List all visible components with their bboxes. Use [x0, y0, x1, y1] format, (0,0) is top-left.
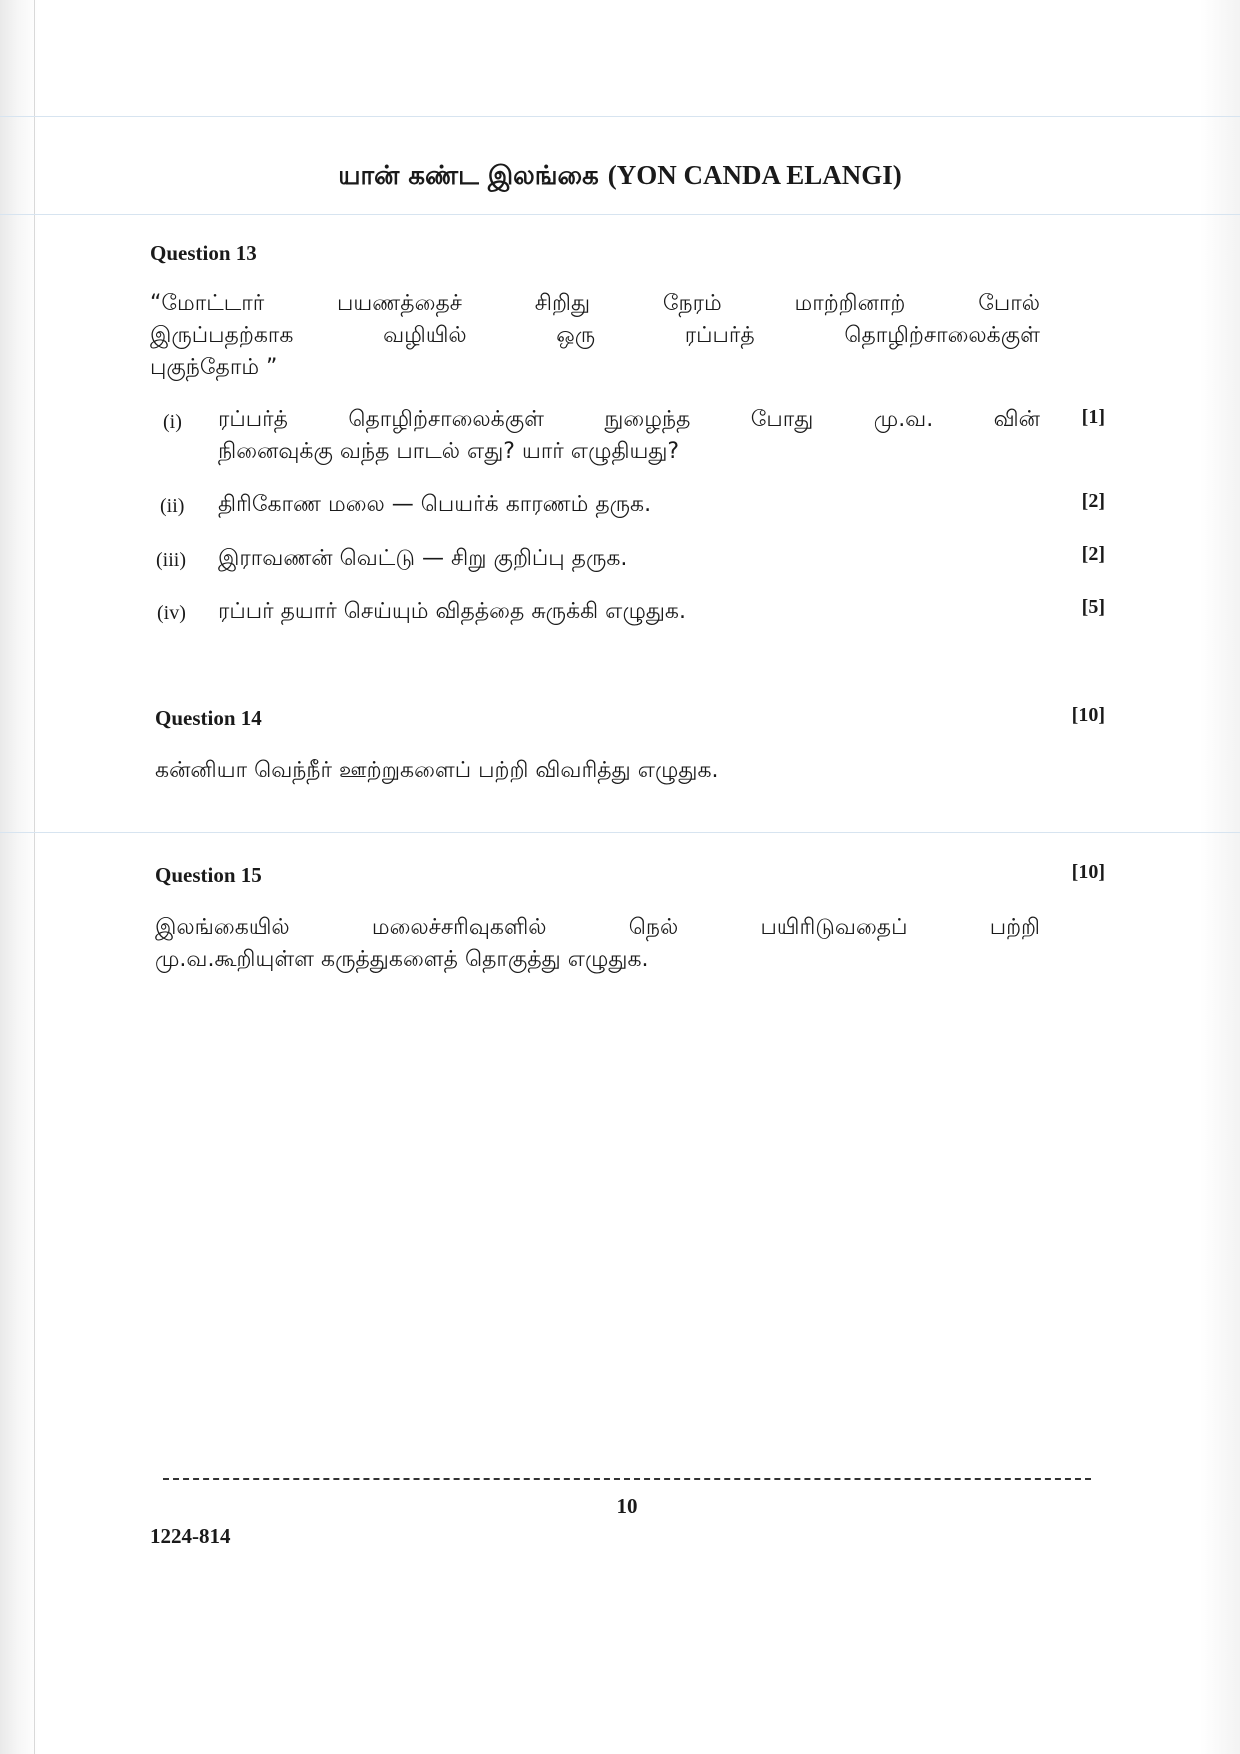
passage-line-2: இருப்பதற்காக வழியில் ஒரு ரப்பர்த் தொழிற்சாலைக்குள்: [150, 323, 1040, 348]
section-title-tamil: யான் கண்ட இலங்கை: [338, 161, 599, 191]
question-15-marks: [10]: [1071, 861, 1105, 883]
subquestion-iii-text: இராவணன் வெட்டு — சிறு குறிப்பு தருக.: [218, 546, 628, 571]
paper-code: 1224-814: [150, 1524, 231, 1548]
footer-divider: [163, 1478, 1091, 1480]
question-14-text: கன்னியா வெந்நீர் ஊற்றுகளைப் பற்றி விவரித்து எழுதுக.: [155, 758, 719, 783]
question-14-heading: Question 14: [155, 706, 262, 730]
subquestion-iii-numeral: (iii): [156, 549, 186, 571]
subquestion-i-text: [218, 404, 1040, 468]
subquestion-iii-marks: [2]: [1081, 543, 1105, 565]
subquestion-ii-text: திரிகோண மலை — பெயர்க் காரணம் தருக.: [218, 492, 652, 517]
scan-line: [0, 214, 1240, 215]
subquestion-ii-marks: [2]: [1081, 490, 1105, 512]
subquestion-iv-numeral: (iv): [157, 602, 186, 624]
page-edge: [34, 0, 35, 1754]
scan-line: [0, 116, 1240, 117]
subquestion-iv-marks: [5]: [1081, 596, 1105, 618]
section-title-latin: (YON CANDA ELANGI): [607, 160, 902, 190]
subquestion-i-marks: [1]: [1081, 406, 1105, 428]
subquestion-iv-text: ரப்பர் தயார் செய்யும் விதத்தை சுருக்கி எழுதுக.: [218, 599, 686, 624]
question-15-text: [155, 912, 1040, 976]
subquestion-ii-numeral: (ii): [160, 495, 185, 517]
question-14-marks: [10]: [1071, 704, 1105, 726]
scan-line: [0, 832, 1240, 833]
subquestion-i-numeral: (i): [163, 411, 182, 433]
page-number: 10: [616, 1494, 638, 1518]
question-15-line-2: மு.வ.கூறியுள்ள கருத்துகளைத் தொகுத்து எழுதுக.: [155, 947, 649, 972]
section-title: [0, 160, 1240, 194]
question-15-heading: Question 15: [155, 863, 262, 887]
subquestion-i-line-1: ரப்பர்த் தொழிற்சாலைக்குள் நுழைந்த போது மு.வ. வின்: [218, 407, 1040, 432]
passage-line-3: புகுந்தோம் ”: [150, 355, 278, 380]
question-13-passage: [150, 288, 1040, 384]
subquestion-i-line-2: நினைவுக்கு வந்த பாடல் எது? யார் எழுதியது?: [218, 439, 680, 464]
question-13-heading: Question 13: [150, 241, 257, 265]
passage-line-1: “மோட்டார் பயணத்தைச் சிறிது நேரம் மாற்றினாற் போல்: [150, 291, 1040, 316]
question-15-line-1: இலங்கையில் மலைச்சரிவுகளில் நெல் பயிரிடுவதைப் பற்றி: [155, 915, 1040, 940]
